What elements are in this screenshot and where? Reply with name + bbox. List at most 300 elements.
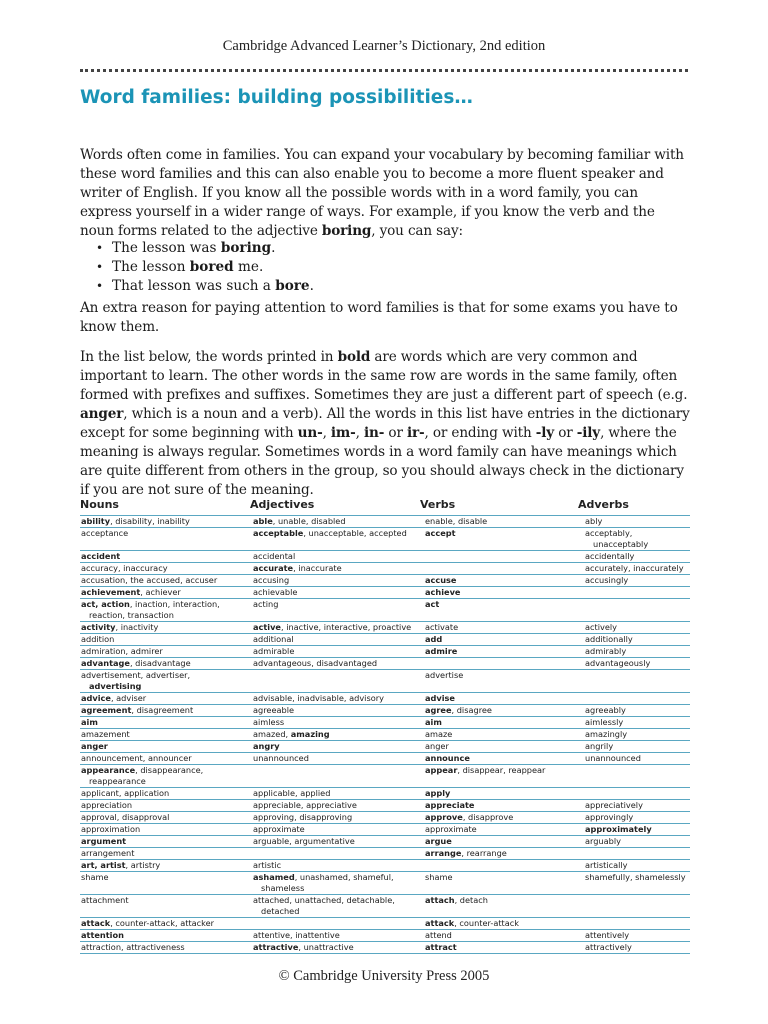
cell-verbs: [425, 622, 585, 633]
family-word: reappearance: [89, 776, 146, 786]
word-family-table: [80, 498, 690, 954]
family-word: , counter-attack: [454, 918, 520, 928]
cell-nouns: [81, 599, 253, 621]
table-row: [80, 894, 690, 917]
cell-adverbs: [585, 741, 698, 752]
cell-nouns: [81, 836, 253, 847]
cell-nouns: [81, 658, 253, 669]
headword: argument: [81, 836, 127, 846]
family-word: , unattractive: [298, 942, 354, 952]
cell-adverbs: [585, 670, 698, 692]
cell-adverbs: [585, 693, 698, 704]
table-row: [80, 799, 690, 811]
table-row: [80, 929, 690, 941]
headword: attack: [81, 918, 111, 928]
list-intro-paragraph: [80, 348, 690, 500]
family-word: , inactivity: [115, 622, 159, 632]
headword: accuse: [425, 575, 457, 585]
family-word: acceptably,: [585, 528, 633, 538]
table-row: [80, 835, 690, 847]
cell-adverbs: [585, 587, 698, 598]
table-row: [80, 574, 690, 586]
cell-verbs: [425, 860, 585, 871]
text-run: The lesson: [112, 259, 190, 275]
family-word: , adviser: [110, 693, 147, 703]
cell-adverbs: [585, 872, 698, 894]
wrapped-line: [81, 610, 251, 621]
cell-nouns: [81, 622, 253, 633]
cell-adverbs: [585, 563, 698, 574]
text-run: In the list below, the words printed in: [80, 349, 338, 365]
cell-adverbs: [585, 860, 698, 871]
cell-verbs: [425, 824, 585, 835]
table-row: [80, 871, 690, 894]
cell-adjectives: [253, 765, 425, 787]
family-word: , disagreement: [131, 705, 194, 715]
table-row: [80, 621, 690, 633]
headword: approximately: [585, 824, 652, 834]
cell-adverbs: [585, 575, 698, 586]
headword: achievement: [81, 587, 141, 597]
headword: advise: [425, 693, 455, 703]
headword: advice: [81, 693, 111, 703]
family-word: amazement: [81, 729, 130, 739]
cell-nouns: [81, 717, 253, 728]
cell-adverbs: [585, 800, 698, 811]
cell-verbs: [425, 634, 585, 645]
cell-adjectives: [253, 622, 425, 633]
family-word: approval, disapproval: [81, 812, 170, 822]
cell-nouns: [81, 848, 253, 859]
table-body: [80, 515, 690, 954]
family-word: , inaccurate: [293, 563, 342, 573]
headword: accept: [425, 528, 456, 538]
cell-adverbs: [585, 551, 698, 562]
cell-adjectives: [253, 729, 425, 740]
family-word: , rearrange: [461, 848, 507, 858]
cell-verbs: [425, 705, 585, 716]
cell-adjectives: [253, 895, 425, 917]
headword: advertising: [89, 681, 142, 691]
text-run: , where the meaning is always regular. Sometimes words in a word family can have meanings which are quite different from others in the group, so you should always check in the dictionary if you are not sure of the meaning.: [80, 425, 684, 498]
family-word: announcement, announcer: [81, 753, 192, 763]
text-run: The lesson was: [112, 240, 221, 256]
family-word: aimless: [253, 717, 285, 727]
cell-verbs: [425, 753, 585, 764]
cell-nouns: [81, 788, 253, 799]
family-word: , disability, inability: [110, 516, 190, 526]
family-word: actively: [585, 622, 618, 632]
table-row: [80, 645, 690, 657]
bold-word: bore: [275, 278, 310, 294]
cell-adjectives: [253, 563, 425, 574]
text-run: are words which are very common and important to learn. The other words in the same row are words in the same family, often formed with prefixes and suffixes. Sometimes they are just a different part of speech (e.g.: [80, 349, 688, 403]
cell-verbs: [425, 599, 585, 621]
wrapped-line: [585, 539, 696, 550]
family-word: applicable, applied: [253, 788, 331, 798]
cell-adverbs: [585, 516, 698, 527]
cell-verbs: [425, 895, 585, 917]
cell-adjectives: [253, 670, 425, 692]
table-row: [80, 692, 690, 704]
cell-adverbs: [585, 729, 698, 740]
table-row: [80, 562, 690, 574]
family-word: accuracy, inaccuracy: [81, 563, 168, 573]
cell-verbs: [425, 658, 585, 669]
family-word: unacceptably: [593, 539, 649, 549]
wrapped-line: [253, 883, 423, 894]
text-run: , you can say:: [371, 223, 463, 239]
cell-adverbs: [585, 836, 698, 847]
intro-paragraph: [80, 146, 690, 241]
cell-adverbs: [585, 930, 698, 941]
cell-adverbs: [585, 918, 698, 929]
cell-verbs: [425, 872, 585, 894]
headword: announce: [425, 753, 470, 763]
cell-adjectives: [253, 587, 425, 598]
family-word: shameless: [261, 883, 305, 893]
cell-nouns: [81, 729, 253, 740]
text-run: , which is a noun and a verb). All the words in this list have entries in the dictionary except for some beginning with: [80, 406, 690, 441]
family-word: unannounced: [253, 753, 309, 763]
family-word: , counter-attack, attacker: [110, 918, 215, 928]
intro-text: [80, 146, 690, 241]
family-word: accidentally: [585, 551, 635, 561]
cell-verbs: [425, 528, 585, 550]
bold-word: bold: [337, 349, 371, 365]
family-word: attentive, inattentive: [253, 930, 340, 940]
headword: amazing: [290, 729, 330, 739]
cell-nouns: [81, 895, 253, 917]
cell-adjectives: [253, 575, 425, 586]
table-row: [80, 787, 690, 799]
table-row: [80, 941, 690, 954]
table-row: [80, 728, 690, 740]
family-word: acting: [253, 599, 279, 609]
cell-nouns: [81, 800, 253, 811]
cell-adverbs: [585, 788, 698, 799]
cell-adverbs: [585, 895, 698, 917]
cell-adverbs: [585, 528, 698, 550]
headword: attractive: [253, 942, 299, 952]
headword: agree: [425, 705, 452, 715]
table-row: [80, 586, 690, 598]
family-word: attraction, attractiveness: [81, 942, 185, 952]
family-word: advantageous, disadvantaged: [253, 658, 378, 668]
cell-nouns: [81, 670, 253, 692]
cell-adverbs: [585, 658, 698, 669]
cell-adverbs: [585, 599, 698, 621]
table-row: [80, 550, 690, 562]
cell-nouns: [81, 824, 253, 835]
text-run: .: [309, 278, 314, 294]
table-row: [80, 811, 690, 823]
cell-nouns: [81, 860, 253, 871]
headword: advantage: [81, 658, 130, 668]
family-word: detached: [261, 906, 300, 916]
bullet-item: [94, 277, 654, 296]
family-word: approximate: [253, 824, 305, 834]
family-word: angrily: [585, 741, 614, 751]
cell-nouns: [81, 528, 253, 550]
cell-verbs: [425, 848, 585, 859]
cell-adverbs: [585, 646, 698, 657]
family-word: reaction, transaction: [89, 610, 174, 620]
headword: active: [253, 622, 281, 632]
header-verbs: Verbs: [420, 498, 456, 511]
family-word: accusingly: [585, 575, 629, 585]
cell-adjectives: [253, 658, 425, 669]
page-title: Word families: building possibilities…: [80, 87, 473, 108]
cell-verbs: [425, 930, 585, 941]
table-row: [80, 657, 690, 669]
family-word: , achiever: [140, 587, 181, 597]
wrapped-line: [253, 906, 423, 917]
headword: attract: [425, 942, 457, 952]
cell-nouns: [81, 942, 253, 953]
family-word: achievable: [253, 587, 298, 597]
headword: argue: [425, 836, 452, 846]
cell-adjectives: [253, 800, 425, 811]
family-word: attachment: [81, 895, 129, 905]
headword: angry: [253, 741, 280, 751]
headword: act, action: [81, 599, 130, 609]
family-word: attractively: [585, 942, 632, 952]
cell-verbs: [425, 516, 585, 527]
cell-adverbs: [585, 942, 698, 953]
headword: achieve: [425, 587, 461, 597]
cell-verbs: [425, 836, 585, 847]
family-word: amazingly: [585, 729, 628, 739]
example-bullet-list: [94, 239, 654, 296]
family-word: , disapprove: [462, 812, 514, 822]
cell-nouns: [81, 765, 253, 787]
family-word: , disagree: [451, 705, 492, 715]
family-word: amaze: [425, 729, 453, 739]
headword: art, artist: [81, 860, 126, 870]
cell-verbs: [425, 587, 585, 598]
cell-adjectives: [253, 741, 425, 752]
family-word: advertisement, advertiser,: [81, 670, 191, 680]
cell-adverbs: [585, 753, 698, 764]
family-word: advantageously: [585, 658, 651, 668]
cell-adjectives: [253, 516, 425, 527]
cell-adjectives: [253, 788, 425, 799]
cell-adjectives: [253, 634, 425, 645]
bold-word: im-: [330, 425, 356, 441]
cell-adjectives: [253, 551, 425, 562]
family-word: shamefully, shamelessly: [585, 872, 686, 882]
headword: apply: [425, 788, 451, 798]
headword: add: [425, 634, 443, 644]
family-word: agreeable: [253, 705, 295, 715]
cell-verbs: [425, 741, 585, 752]
family-word: shame: [81, 872, 109, 882]
family-word: accurately, inaccurately: [585, 563, 684, 573]
family-word: approving, disapproving: [253, 812, 353, 822]
cell-nouns: [81, 872, 253, 894]
headword: arrange: [425, 848, 462, 858]
text-run: Words often come in families. You can expand your vocabulary by becoming familiar with these word families and this can also enable you to become a more fluent speaker and writer of English. If you know all the possible words with in a word family, you can express yourself in a wider range of ways. For example, if you know the verb and the noun forms related to the adjective: [80, 147, 684, 239]
family-word: , artistry: [125, 860, 161, 870]
family-word: enable, disable: [425, 516, 488, 526]
cell-verbs: [425, 551, 585, 562]
cell-verbs: [425, 800, 585, 811]
family-word: shame: [425, 872, 453, 882]
family-word: , unacceptable, accepted: [303, 528, 407, 538]
text-run: me.: [233, 259, 264, 275]
family-word: accusing: [253, 575, 290, 585]
table-row: [80, 598, 690, 621]
headword: accident: [81, 551, 121, 561]
header-adjectives: Adjectives: [250, 498, 315, 511]
header-nouns: Nouns: [80, 498, 119, 511]
cell-verbs: [425, 729, 585, 740]
headword: aim: [425, 717, 442, 727]
cell-nouns: [81, 705, 253, 716]
cell-adjectives: [253, 836, 425, 847]
cell-adjectives: [253, 528, 425, 550]
table-header-row: [80, 498, 690, 515]
text-run: , or ending with: [424, 425, 536, 441]
family-word: , unashamed, shameful,: [294, 872, 394, 882]
bold-word: boring: [321, 223, 372, 239]
cell-nouns: [81, 812, 253, 823]
family-word: attentively: [585, 930, 630, 940]
family-word: agreeably: [585, 705, 626, 715]
headword: ability: [81, 516, 111, 526]
cell-adverbs: [585, 824, 698, 835]
cell-verbs: [425, 788, 585, 799]
cell-adjectives: [253, 848, 425, 859]
header-adverbs: Adverbs: [578, 498, 629, 511]
text-run: ,: [322, 425, 331, 441]
table-row: [80, 669, 690, 692]
cell-adverbs: [585, 848, 698, 859]
family-word: addition: [81, 634, 115, 644]
headword: activity: [81, 622, 116, 632]
cell-nouns: [81, 918, 253, 929]
cell-nouns: [81, 753, 253, 764]
headword: anger: [81, 741, 108, 751]
cell-verbs: [425, 670, 585, 692]
family-word: applicant, application: [81, 788, 170, 798]
table-row: [80, 716, 690, 728]
cell-verbs: [425, 563, 585, 574]
cell-nouns: [81, 693, 253, 704]
cell-adjectives: [253, 812, 425, 823]
family-word: advertise: [425, 670, 464, 680]
family-word: , disadvantage: [129, 658, 191, 668]
cell-verbs: [425, 575, 585, 586]
headword: attach: [425, 895, 455, 905]
family-word: additional: [253, 634, 294, 644]
cell-nouns: [81, 646, 253, 657]
cell-nouns: [81, 575, 253, 586]
headword: appearance: [81, 765, 136, 775]
cell-adjectives: [253, 860, 425, 871]
family-word: artistic: [253, 860, 282, 870]
cell-adverbs: [585, 622, 698, 633]
family-word: ably: [585, 516, 603, 526]
text-run: or: [554, 425, 577, 441]
family-word: appreciable, appreciative: [253, 800, 357, 810]
family-word: approvingly: [585, 812, 634, 822]
family-word: approximation: [81, 824, 141, 834]
cell-verbs: [425, 693, 585, 704]
text-run: .: [271, 240, 276, 256]
headword: approve: [425, 812, 463, 822]
table-row: [80, 633, 690, 645]
table-row: [80, 515, 690, 527]
family-word: arrangement: [81, 848, 135, 858]
headword: attention: [81, 930, 124, 940]
table-row: [80, 752, 690, 764]
family-word: amazed,: [253, 729, 291, 739]
family-word: accusation, the accused, accuser: [81, 575, 218, 585]
cell-adjectives: [253, 942, 425, 953]
family-word: attached, unattached, detachable,: [253, 895, 395, 905]
extra-text: [80, 299, 690, 337]
family-word: acceptance: [81, 528, 129, 538]
cell-nouns: [81, 741, 253, 752]
bold-word: anger: [80, 406, 124, 422]
cell-verbs: [425, 942, 585, 953]
family-word: attend: [425, 930, 452, 940]
cell-adjectives: [253, 646, 425, 657]
family-word: , inactive, interactive, proactive: [281, 622, 412, 632]
wrapped-line: [81, 681, 251, 692]
cell-nouns: [81, 634, 253, 645]
bold-word: -ily: [576, 425, 601, 441]
cell-adverbs: [585, 634, 698, 645]
family-word: activate: [425, 622, 459, 632]
family-word: , unable, disabled: [272, 516, 346, 526]
headword: able: [253, 516, 273, 526]
wrapped-line: [81, 776, 251, 787]
extra-reason-paragraph: [80, 299, 690, 337]
bullet-item: [94, 239, 654, 258]
headword: admire: [425, 646, 458, 656]
cell-adverbs: [585, 705, 698, 716]
bold-word: un-: [297, 425, 323, 441]
family-word: arguable, argumentative: [253, 836, 355, 846]
cell-adjectives: [253, 918, 425, 929]
cell-adverbs: [585, 717, 698, 728]
family-word: artistically: [585, 860, 628, 870]
list-intro-text: [80, 348, 690, 500]
headword: aim: [81, 717, 98, 727]
headword: appear: [425, 765, 458, 775]
cell-adjectives: [253, 717, 425, 728]
text-run: ,: [355, 425, 365, 441]
bold-word: ir-: [407, 425, 425, 441]
headword: agreement: [81, 705, 132, 715]
family-word: , inaction, interaction,: [129, 599, 220, 609]
table-row: [80, 527, 690, 550]
text-run: That lesson was such a: [112, 278, 276, 294]
family-word: appreciation: [81, 800, 133, 810]
bold-word: -ly: [535, 425, 555, 441]
cell-nouns: [81, 587, 253, 598]
bold-word: boring: [220, 240, 272, 256]
headword: accurate: [253, 563, 294, 573]
headword: ashamed: [253, 872, 295, 882]
cell-adjectives: [253, 872, 425, 894]
table-row: [80, 917, 690, 929]
page-header: Cambridge Advanced Learner’s Dictionary, 2nd edition: [222, 38, 546, 54]
family-word: advisable, inadvisable, advisory: [253, 693, 384, 703]
